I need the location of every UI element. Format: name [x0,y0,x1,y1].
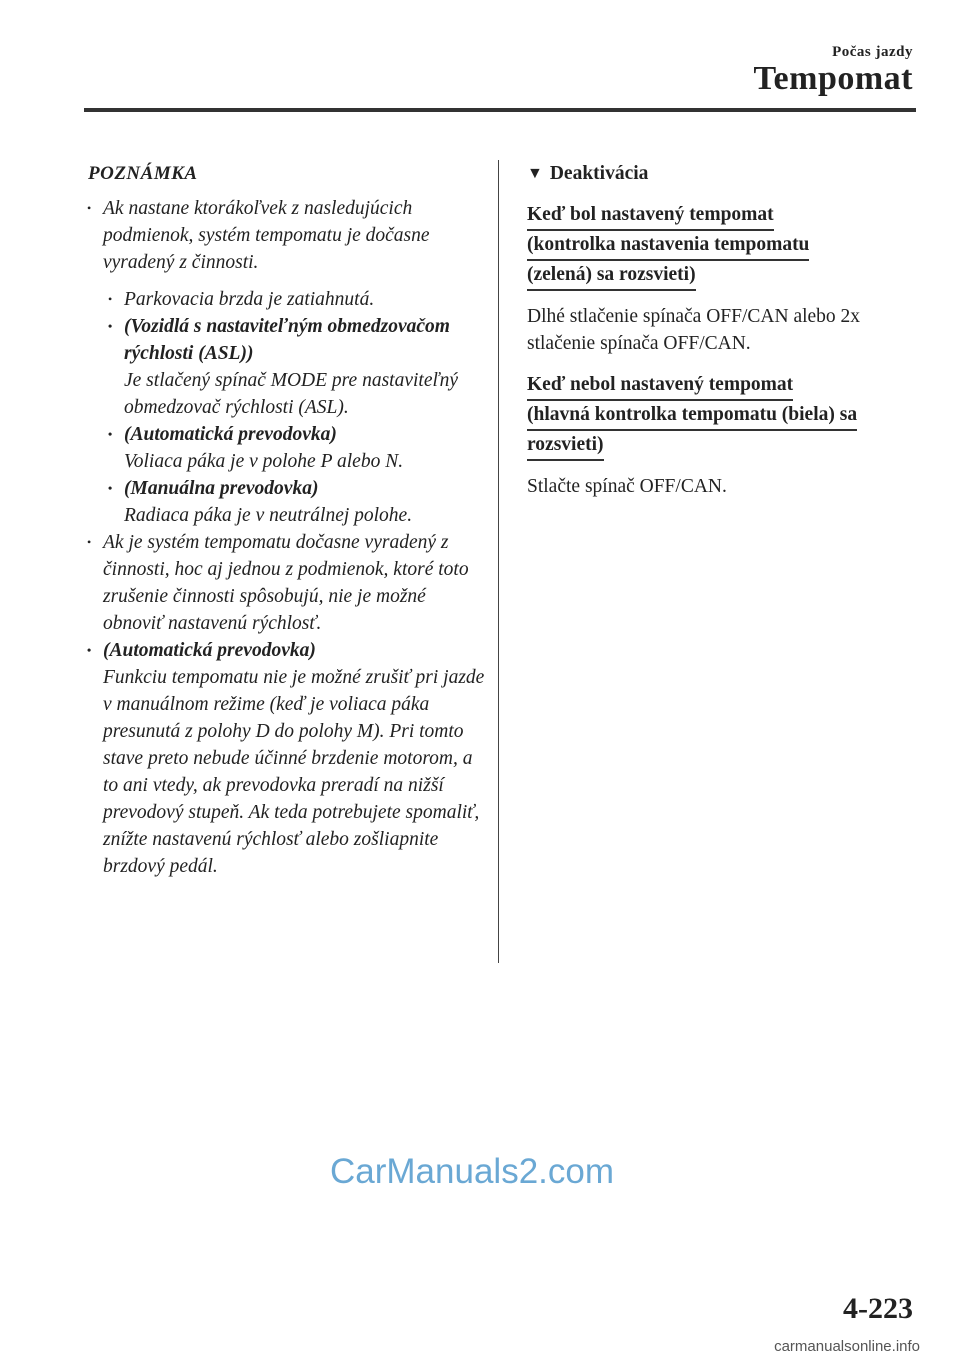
note-title: POZNÁMKA [88,163,198,184]
note-item-text: Funkciu tempomatu nie je možné zrušiť pri jazde v manuálnom režime (keď je voliaca páka presunutá z polohy D do polohy M). Pri tomto stave preto nebude účinné brzdenie motorom, a to ani vtedy, ak prevodovka preradí na nižší prevodový stupeň. Ak teda potrebujete spomaliť, znížte nastavenú rýchlosť alebo zošliapnite brzdový pedál. [103,667,485,877]
note-item: • Ak je systém tempomatu dočasne vyradený z činnosti, hoc aj jednou z podmienok, ktoré toto zrušenie činnosti spôsobujú, nie je možné obnoviť nastavenú rýchlosť. [72,529,487,637]
note-item: • (Automatická prevodovka) [72,637,487,664]
triangle-down-icon: ▼ [527,165,543,182]
section-title: Deaktivácia [549,163,649,184]
subheading-line: (hlavná kontrolka tempomatu (biela) sa [527,401,857,431]
paragraph: Dlhé stlačenie spínača OFF/CAN alebo 2x stlačenie spínača OFF/CAN. [527,306,861,354]
subheading-line: Keď nebol nastavený tempomat [527,371,793,401]
note-column [72,160,487,880]
footer-site: carmanualsonline.info [774,1338,920,1355]
paragraph: Stlačte spínač OFF/CAN. [527,476,727,497]
subheading-not-set [527,371,919,461]
subheading-line: rozsvieti) [527,431,604,461]
deactivation-column [527,160,919,514]
note-subitem-text: Voliaca páka je v polohe P alebo N. [124,451,404,472]
note-item: • Ak nastane ktorákoľvek z nasledujúcich podmienok, systém tempomatu je dočasne vyradený z činnosti. [72,195,487,276]
subheading-line: (kontrolka nastavenia tempomatu [527,231,809,261]
section-heading [527,160,919,187]
chapter-label: Počas jazdy [832,44,913,60]
note-subitem: • Parkovacia brzda je zatiahnutá. [72,286,487,313]
column-divider [498,160,499,963]
note-subitem: • (Vozidlá s nastaviteľným obmedzovačom rýchlosti (ASL)) [72,313,487,367]
page-number: 4-223 [843,1292,913,1325]
subheading-set [527,201,919,291]
note-subitem-text: Je stlačený spínač MODE pre nastaviteľný obmedzovač rýchlosti (ASL). [124,370,458,418]
subheading-line: Keď bol nastavený tempomat [527,201,774,231]
note-subitem: • (Manuálna prevodovka) [72,475,487,502]
subheading-line: (zelená) sa rozsvieti) [527,261,696,291]
note-subitem: • (Automatická prevodovka) [72,421,487,448]
page-title: Tempomat [753,60,913,97]
header-rule [84,108,916,112]
watermark: CarManuals2.com [330,1152,614,1191]
note-subitem-text: Radiaca páka je v neutrálnej polohe. [124,505,413,526]
